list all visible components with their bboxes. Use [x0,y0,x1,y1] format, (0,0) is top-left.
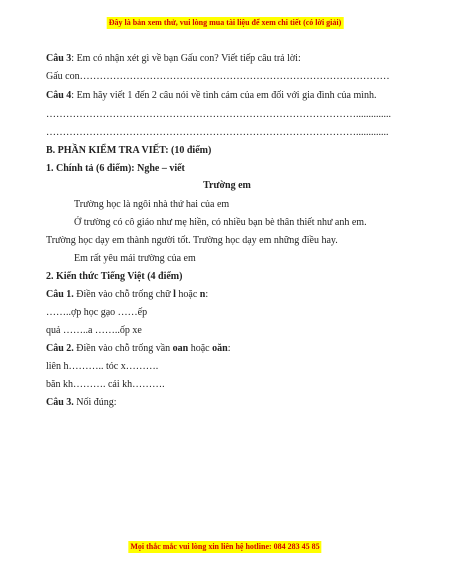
part-1-title: 1. Chính tả (6 điểm): Nghe – viết [46,163,185,174]
question-4-dots-2: …………………………………………………………………………………............. [46,127,389,138]
exercise-2: Câu 2. Điền vào chỗ trống vần oan hoặc oăn: [46,343,231,354]
exercise-3-label: Câu 3. [46,397,74,408]
exercise-1-line-1: ……..ợp học gạo ……ếp [46,307,148,318]
question-4-dots-1: ………………………………………………………………………………….............. [46,109,391,120]
question-4-text: : Em hãy viết 1 đến 2 câu nói về tình cảm của em đối với gia đình của mình. [71,90,377,101]
passage-line-4: Em rất yêu mái trường của em [74,253,196,264]
passage-line-1: Trường học là ngôi nhà thứ hai của em [74,199,230,210]
exercise-2-line-1: liên h……….. tóc x………. [46,361,159,372]
passage-line-2: Ở trường có cô giáo như mẹ hiền, có nhiều bạn bè thân thiết như anh em. [74,217,367,228]
exercise-2-label: Câu 2. [46,343,74,354]
footer-banner: Mọi thắc mắc vui lòng xin liên hệ hotline: 084 283 45 85 [130,542,320,551]
part-2-title: 2. Kiến thức Tiếng Việt (4 điểm) [46,271,183,282]
question-4-label: Câu 4 [46,90,72,101]
poem-title: Trường em [203,180,251,191]
section-b-title: B. PHẦN KIỂM TRA VIẾT: (10 điểm) [46,145,212,156]
exercise-3: Câu 3. Nối đúng: [46,397,117,408]
exercise-2-line-2: băn kh………. cái kh………. [46,379,165,390]
exercise-1: Câu 1. Điền vào chỗ trống chữ l hoặc n: [46,289,209,300]
header-banner: Đây là bản xem thử, vui lòng mua tài liệu để xem chi tiết (có lời giải) [108,18,342,27]
passage-line-3: Trường học dạy em thành người tốt. Trường học dạy em những điều hay. [46,235,338,246]
question-3-text: : Em có nhận xét gì về bạn Gấu con? Viết tiếp câu trả lời: [71,53,301,64]
question-3 [46,53,301,65]
question-3-answer-line: Gấu con………………………………………………………………………………… [46,71,390,82]
exercise-1-line-2: quả ……..a ……..ốp xe [46,325,142,336]
question-3-label: Câu 3 [46,53,72,64]
exercise-1-label: Câu 1. [46,289,74,300]
question-4 [46,90,377,102]
